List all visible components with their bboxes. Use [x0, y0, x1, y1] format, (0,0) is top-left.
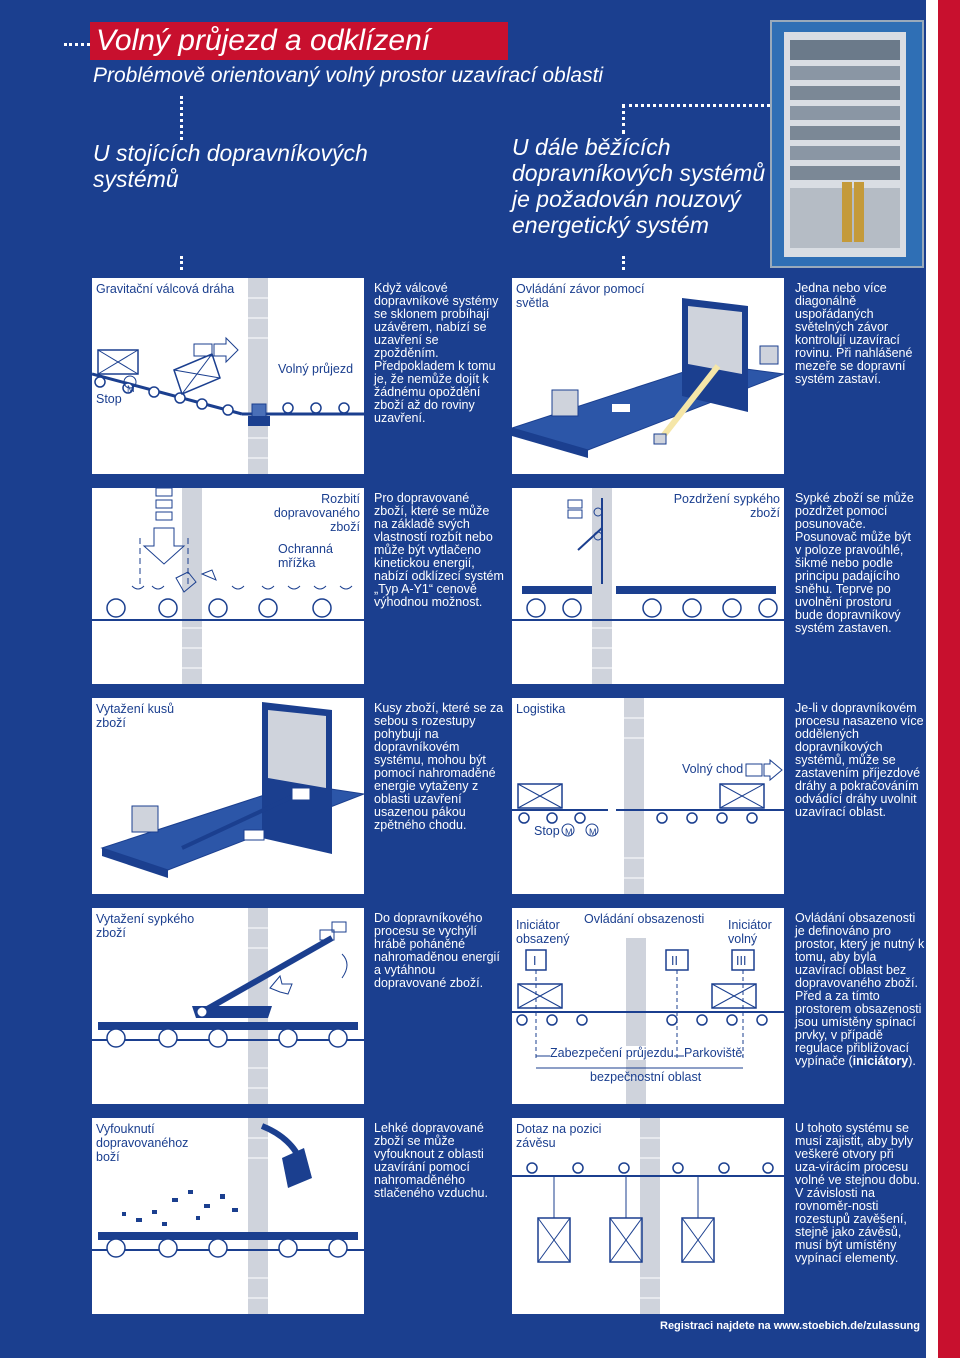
panel-piece-retract: [92, 698, 364, 894]
panel-logistics: [512, 698, 784, 894]
desc-blowout: Lehké dopravované zboží se může vyfouknout z oblasti uzavírání pomocí nahromaděného stlačeného vzduchu.: [374, 1121, 488, 1200]
right-heading-connector-v: [622, 104, 625, 134]
footer-registration: Registraci najdete na www.stoebich.de/zulassung: [660, 1320, 920, 1332]
panel-occupancy: [512, 908, 784, 1104]
gravity-roller-drawing: [92, 278, 364, 474]
panel-blowout: [92, 1118, 364, 1314]
panel-bulk-hold: [512, 488, 784, 684]
motor-label: M: [127, 384, 135, 394]
control-cabinet-interior: [784, 32, 906, 257]
panel-label-freewheel: Volný chod: [682, 762, 744, 776]
desc-hanger: U tohoto systému se musí zajistit, aby byly veškeré otvory při uza-vírácím procesu volné ve stejnou dobu. V závislosti na rovnoměr-nosti rozestupů zavěšení, stejně jako závěsů, musí být umístěny vypínací elementy.: [795, 1121, 921, 1265]
motor-label-2: M: [589, 827, 597, 837]
initiator-roman-1: I: [533, 954, 537, 968]
panel-label-free-pass: Volný průjezd: [278, 362, 354, 376]
panel-label-bulk-hold: Pozdržení sypkého zboží: [673, 492, 780, 520]
panel-hanger: [512, 1118, 784, 1314]
motor-label-1: M: [565, 827, 573, 837]
panel-label-init2: Iniciátor volný: [728, 918, 772, 946]
desc-occupancy-end: ).: [908, 1054, 916, 1068]
right-heading: U dále běžících dopravníkových systémů je požadován nouzový energetický systém: [512, 134, 766, 238]
panel-label-logistics: Logistika: [516, 702, 566, 716]
panel-breakage: [92, 488, 364, 684]
right-heading-connector-h: [622, 104, 770, 107]
panel-label-zab: Zabezpečení průjezdu: [550, 1046, 674, 1060]
left-heading: U stojících dopravníkových systémů: [93, 140, 368, 192]
panel-label-grid: Ochranná mřížka: [278, 542, 333, 570]
cabinet-wiring-drawing: [784, 32, 906, 257]
desc-light: Jedna nebo více diagonálně uspořádaných světelných závor kontrolují uzavírací rovinu. Při nahlášené mezeře se dopravní systém zastaví.: [795, 281, 913, 386]
page-subtitle: Problémově orientovaný volný prostor uzavírací oblasti: [93, 64, 604, 87]
panel-label-park: Parkoviště: [684, 1046, 743, 1060]
side-stripe-red: [938, 0, 960, 1358]
panel-light-barrier: [512, 278, 784, 474]
panel-label-occupancy: Ovládání obsazenosti: [584, 912, 705, 926]
desc-bulk-retract: Do dopravníkového procesu se vychýlí hrábě poháněné nahromaděnou energií a vytáhnou dopravované zboží.: [374, 911, 500, 990]
panel-label-hanger: Dotaz na pozici závěsu: [516, 1122, 602, 1150]
panel-label-safety: bezpečnostní oblast: [590, 1070, 702, 1084]
desc-logistics: Je-li v dopravníkovém procesu nasazeno více oddělených dopravníkových systémů, může se zastavením příjezdové dráhy a pokračováním odvádící dráhy uvolnit uzavírací oblast.: [795, 701, 924, 819]
panel-label-bulk-retract: Vytažení sypkého zboží: [96, 912, 195, 940]
panel-label-piece: Vytažení kusů zboží: [96, 702, 175, 730]
desc-breakage: Pro dopravované zboží, které se může na základě svých vlastností rozbít nebo může být vytlačeno kinetickou energií, nabízí odklízecí systém „Typ A-Y1“ cenově výhodnou možnost.: [374, 491, 504, 609]
panel-label-gravity: Gravitační válcová dráha: [96, 282, 235, 296]
panel-bulk-retract: [92, 908, 364, 1104]
initiator-roman-3: III: [736, 954, 747, 968]
desc-occupancy: [795, 912, 925, 1068]
initiator-roman-2: II: [671, 954, 678, 968]
panel-label-blowout: Vyfouknutí dopravovanéhoz boží: [96, 1122, 189, 1164]
panel-label-light: Ovládání závor pomocí světla: [516, 282, 645, 310]
logistics-drawing: [512, 698, 784, 894]
panel-label-init1: Iniciátor obsazený: [516, 918, 570, 946]
title-dots: [64, 43, 90, 46]
desc-gravity: Když válcové dopravníkové systémy se sklonem probíhají uzávěrem, nabízí se uzavření se zpožděním. Předpokladem k tomu je, že nemůže dojít k žádnému opoždění zboží až do roviny uzavření.: [374, 281, 499, 425]
desc-piece: Kusy zboží, které se za sebou s rozestupy pohybují na dopravníkovém systému, mohou být pomocí nahromaděné energie vytaženy z oblasti uzavření usazenou pákou zpětného chodu.: [374, 701, 504, 832]
panel-label-stop: Stop: [96, 392, 122, 406]
desc-occupancy-bold: iniciátory: [852, 1054, 909, 1068]
page-title: Volný průjezd a odklízení: [96, 24, 431, 57]
desc-occupancy-text: Ovládání obsazenosti je definováno pro prostor, který je nutný k tomu, aby byla uzavírací oblast bez dopravovaného zboží. Před a za tímto prostorem obsazenosti jsou umístěny spínací prvky, v případě regulace přibližovací vypínače (: [795, 911, 925, 1068]
desc-bulk-hold: Sypké zboží se může pozdržet pomocí posunovače. Posunovač může být v poloze pravoúhlé, šikmé nebo podle principu padajícího sněhu. Teprve po uvolnění prostoru bude dopravníkový systém zastaven.: [795, 491, 914, 635]
left-heading-connector: [180, 96, 183, 140]
panel-label-breakage: Rozbití dopravovaného zboží: [273, 492, 360, 534]
panel-label-logistics-stop: Stop: [534, 824, 560, 838]
panel-gravity-roller: [92, 278, 364, 474]
